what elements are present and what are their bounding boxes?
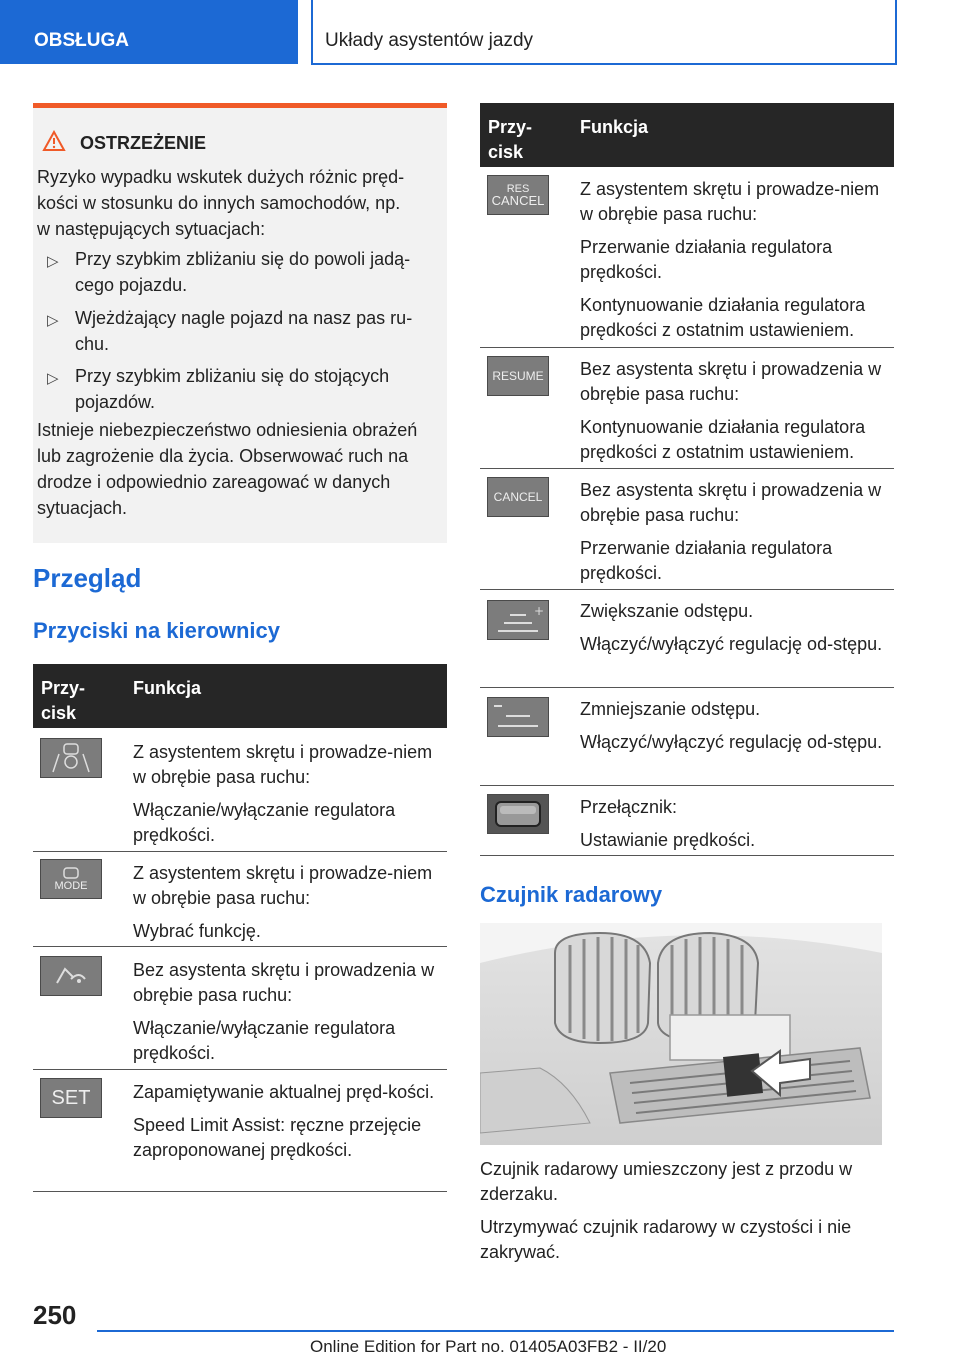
table-row (480, 468, 894, 590)
table-header: Przy- cisk Funkcja (480, 103, 894, 167)
row-function: Zmniejszanie odstępu. Włączyć/wyłączyć regulację od-stępu. (580, 699, 883, 752)
svg-text:+: + (534, 604, 545, 618)
warning-bullet: Przy szybkim zbliżaniu się do stojących pojazdów. (75, 366, 390, 412)
row-function: Z asystentem skrętu i prowadze-niem w obrębie pasa ruchu: Włączanie/wyłączanie regulatora prędkości. (133, 742, 433, 845)
radar-paragraph: Utrzymywać czujnik radarowy w czystości i nie zakrywać. (480, 1217, 852, 1262)
row-function: Z asystentem skrętu i prowadze-niem w obrębie pasa ruchu: Przerwanie działania regulatora prędkości. Kontynuowanie działania regulatora prędkości z ostatnim ustawieniem. (580, 179, 880, 340)
table-row (33, 1069, 447, 1192)
row-function: Przełącznik: Ustawianie prędkości. (580, 797, 756, 850)
bullet-icon: ▷ (47, 370, 59, 387)
distance-plus-button-icon (487, 600, 549, 640)
section-title: Przegląd (33, 563, 142, 593)
table-row (33, 946, 447, 1070)
row-function: Zapamiętywanie aktualnej pręd-kości. Speed Limit Assist: ręczne przejęcie zaproponowanej prędkości. (133, 1082, 435, 1160)
warning-intro: Ryzyko wypadku wskutek dużych różnic pręd- kości w stosunku do innych samochodów, np. w następujących sytuacjach: (37, 167, 405, 239)
row-function: Z asystentem skrętu i prowadze-niem w obrębie pasa ruchu: Wybrać funkcję. (133, 863, 433, 941)
distance-minus-button-icon (487, 697, 549, 737)
section-tab (0, 0, 298, 64)
rocker-switch-icon (487, 794, 549, 834)
warning-bullet: Wjeżdżający nagle pojazd na nasz pas ru- chu. (75, 308, 413, 354)
table-row (480, 687, 894, 786)
table-row (33, 851, 447, 947)
mode-button-icon: MODE (40, 859, 102, 899)
table-row (480, 785, 894, 856)
radar-title: Czujnik radarowy (480, 882, 663, 907)
footer-edition: Online Edition for Part no. 01405A03FB2 - II/20 (310, 1337, 667, 1356)
bullet-icon: ▷ (47, 253, 59, 270)
bullet-icon: ▷ (47, 312, 59, 329)
radar-paragraph: Czujnik radarowy umieszczony jest z przodu w zderzaku. (480, 1159, 853, 1204)
row-function: Zwiększanie odstępu. Włączyć/wyłączyć regulację od-stępu. (580, 601, 883, 654)
set-button-icon: SET (40, 1078, 102, 1118)
table-row (480, 347, 894, 469)
warning-bullet: Przy szybkim zbliżaniu się do powoli jadą- cego pojazdu. (75, 249, 411, 295)
chapter-label: Układy asystentów jazdy (325, 30, 534, 51)
row-function: Bez asystenta skrętu i prowadzenia w obrębie pasa ruchu: Kontynuowanie działania regulatora prędkości z ostatnim ustawieniem. (580, 359, 882, 462)
lane-assist-button-icon (40, 738, 102, 778)
page-number: 250 (33, 1300, 77, 1330)
row-function: Bez asystenta skrętu i prowadzenia w obrębie pasa ruchu: Przerwanie działania regulatora prędkości. (580, 480, 882, 583)
car-front-illustration (480, 923, 882, 1145)
chapter-tab (311, 0, 897, 65)
footer-divider (97, 1330, 894, 1332)
cruise-control-button-icon (40, 956, 102, 996)
warning-triangle-icon (42, 130, 66, 152)
warning-title: OSTRZEŻENIE (80, 133, 207, 153)
table-row (33, 728, 447, 852)
cancel-button-icon: CANCEL (487, 477, 549, 517)
resume-button-icon: RESUME (487, 356, 549, 396)
row-function: Bez asystenta skrętu i prowadzenia w obrębie pasa ruchu: Włączanie/wyłączanie regulatora prędkości. (133, 960, 435, 1063)
res-cancel-button-icon: RES CANCEL (487, 175, 549, 215)
section-label: OBSŁUGA (34, 30, 129, 51)
table-row (480, 589, 894, 688)
table-row (480, 167, 894, 348)
warning-outro: Istnieje niebezpieczeństwo odniesienia obrażeń lub zagrożenie dla życia. Obserwować ruch na drodze i odpowiednio zareagować w danych sytuacjach. (37, 420, 418, 518)
table-header: Przy- cisk Funkcja (33, 664, 447, 728)
subsection-title: Przyciski na kierownicy (33, 618, 281, 643)
